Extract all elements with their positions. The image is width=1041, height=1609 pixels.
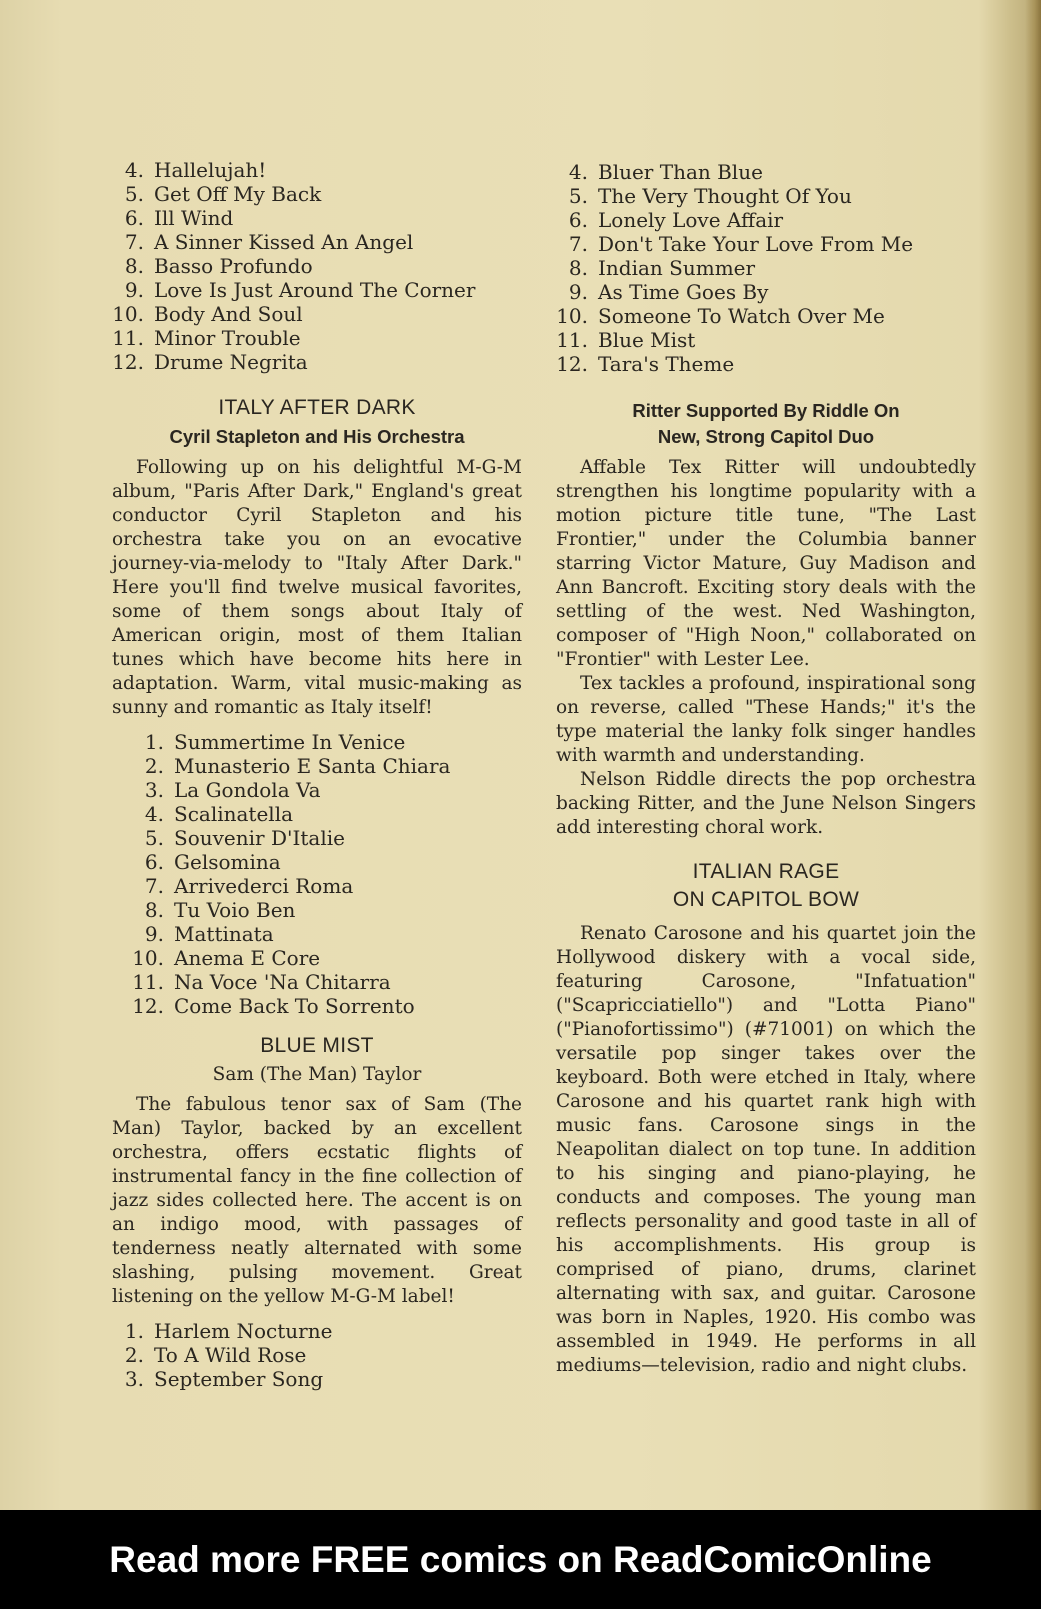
track-item [132, 922, 522, 946]
track-item [112, 158, 522, 182]
track-item [556, 280, 976, 304]
track-item [112, 350, 522, 374]
track-item [132, 826, 522, 850]
blue-mist-byline: Sam (The Man) Taylor [212, 1064, 422, 1085]
track-item [132, 802, 522, 826]
track-title: Minor Trouble [154, 326, 301, 350]
track-number: 4. [568, 160, 588, 184]
track-title: Harlem Nocturne [154, 1319, 333, 1343]
track-item [132, 946, 522, 970]
track-title: To A Wild Rose [154, 1343, 307, 1367]
ritter-paragraph-2: Tex tackles a profound, inspirational song on reverse, called "These Hands;" it's the type material the lanky folk singer handles with warmth and understanding. [556, 673, 976, 766]
track-number: 9. [568, 280, 588, 304]
track-item [556, 352, 976, 376]
track-item [112, 230, 522, 254]
track-item [556, 328, 976, 352]
track-number: 5. [124, 182, 144, 206]
ritter-paragraph-1: Affable Tex Ritter will undoubtedly strengthen his longtime popularity with a motion picture title tune, "The Last Frontier," under the Columbia banner starring Victor Mature, Guy Madison and Ann Bancroft. Exciting story deals with the settling of the west. Ned Washington, composer of "High Noon," collaborated on "Frontier" with Lester Lee. [556, 457, 976, 670]
track-number: 7. [568, 232, 588, 256]
track-title: Basso Profundo [154, 254, 313, 278]
track-title: Blue Mist [598, 328, 696, 352]
track-number: 1. [124, 1319, 144, 1343]
track-item [132, 778, 522, 802]
track-item [112, 1343, 522, 1367]
track-title: Body And Soul [154, 302, 303, 326]
track-number: 6. [568, 208, 588, 232]
right-column [556, 160, 976, 1378]
track-number: 11. [112, 326, 144, 350]
track-title: Bluer Than Blue [598, 160, 763, 184]
track-number: 4. [144, 802, 164, 826]
track-number: 8. [124, 254, 144, 278]
track-number: 7. [124, 230, 144, 254]
track-number: 7. [144, 874, 164, 898]
track-title: Tu Voio Ben [174, 898, 296, 922]
track-item [112, 302, 522, 326]
blue-mist-title: BLUE MIST [260, 1034, 374, 1057]
blue-mist-tracklist [112, 1319, 522, 1391]
track-number: 10. [112, 302, 144, 326]
track-item [112, 254, 522, 278]
ritter-article [556, 456, 976, 840]
italian-rage-headline-line-1: ITALIAN RAGE [692, 860, 840, 883]
track-title: Love Is Just Around The Corner [154, 278, 476, 302]
track-number: 6. [124, 206, 144, 230]
italy-after-dark-byline: Cyril Stapleton and His Orchestra [169, 426, 465, 447]
track-title: A Sinner Kissed An Angel [154, 230, 414, 254]
track-title: Hallelujah! [154, 158, 267, 182]
track-item [112, 206, 522, 230]
track-item [112, 1319, 522, 1343]
track-number: 5. [568, 184, 588, 208]
track-item [112, 326, 522, 350]
track-number: 9. [144, 922, 164, 946]
ritter-headline-line-2: New, Strong Capitol Duo [657, 426, 875, 447]
ritter-paragraph-3: Nelson Riddle directs the pop orchestra backing Ritter, and the June Nelson Singers add interesting choral work. [556, 769, 976, 838]
track-item [112, 1367, 522, 1391]
track-title: Come Back To Sorrento [174, 994, 415, 1018]
track-number: 12. [112, 350, 144, 374]
read-more-banner[interactable] [0, 1510, 1041, 1609]
track-number: 8. [144, 898, 164, 922]
track-number: 12. [132, 994, 164, 1018]
track-title: Ill Wind [154, 206, 234, 230]
track-item [132, 874, 522, 898]
track-item [556, 208, 976, 232]
track-title: Tara's Theme [598, 352, 735, 376]
italian-rage-article: Renato Carosone and his quartet join the Hollywood diskery with a vocal side, featuring Carosone, "Infatuation" ("Scapricciatiello") and "Lotta Piano" ("Pianofortissimo") (#71001) on which the versatile pop singer takes over the keyboard. Both were etched in Italy, where Carosone and his quartet rank high with music fans. Carosone sings in the Neapolitan dialect on top tune. In addition to his singing and piano-playing, he conducts and composes. The young man reflects personality and good taste in all of his accomplishments. His group is comprised of piano, drums, clarinet alternating with sax, and guitar. Carosone was born in Naples, 1920. His combo was assembled in 1949. He performs in all mediums—television, radio and night clubs. [556, 923, 976, 1376]
track-item [556, 232, 976, 256]
track-title: Summertime In Venice [174, 730, 406, 754]
track-title: Someone To Watch Over Me [598, 304, 885, 328]
track-item [112, 182, 522, 206]
italy-after-dark-description: Following up on his delightful M-G-M album, "Paris After Dark," England's great conductor Cyril Stapleton and his orchestra take you on an evocative journey-via-melody to "Italy After Dark." Here you'll find twelve musical favorites, some of them songs about Italy of American origin, most of them Italian tunes which have become hits here in adaptation. Warm, vital music-making as sunny and romantic as Italy itself! [112, 457, 522, 718]
track-title: La Gondola Va [174, 778, 321, 802]
track-item [112, 278, 522, 302]
track-title: Don't Take Your Love From Me [598, 232, 914, 256]
track-number: 10. [132, 946, 164, 970]
track-title: September Song [154, 1367, 324, 1391]
track-list-continued-left [112, 158, 522, 374]
track-item [132, 850, 522, 874]
track-title: The Very Thought Of You [598, 184, 852, 208]
track-number: 2. [124, 1343, 144, 1367]
track-number: 3. [144, 778, 164, 802]
track-number: 1. [144, 730, 164, 754]
track-title: Gelsomina [174, 850, 281, 874]
left-column [112, 158, 522, 1391]
track-item [132, 730, 522, 754]
ritter-headline-line-1: Ritter Supported By Riddle On [632, 400, 900, 421]
track-item [556, 256, 976, 280]
track-title: Drume Negrita [154, 350, 308, 374]
track-title: Indian Summer [598, 256, 756, 280]
track-number: 8. [568, 256, 588, 280]
italy-after-dark-title: ITALY AFTER DARK [218, 396, 416, 419]
track-title: Scalinatella [174, 802, 294, 826]
blue-mist-description: The fabulous tenor sax of Sam (The Man) Taylor, backed by an excellent orchestra, offers ecstatic flights of instrumental fancy in the fine collection of jazz sides collected here. The accent is on an indigo mood, with passages of tenderness neatly alternated with some slashing, pulsing movement. Great listening on the yellow M-G-M label! [112, 1094, 522, 1307]
italian-rage-headline-line-2: ON CAPITOL BOW [672, 888, 860, 911]
track-number: 4. [124, 158, 144, 182]
track-number: 5. [144, 826, 164, 850]
track-title: Souvenir D'Italie [174, 826, 345, 850]
track-number: 3. [124, 1367, 144, 1391]
track-item [132, 994, 522, 1018]
track-title: Munasterio E Santa Chiara [174, 754, 451, 778]
track-title: Arrivederci Roma [174, 874, 354, 898]
page-edge-shadow [1025, 0, 1041, 1510]
track-title: Lonely Love Affair [598, 208, 784, 232]
track-title: Na Voce 'Na Chitarra [174, 970, 391, 994]
track-number: 9. [124, 278, 144, 302]
track-number: 11. [132, 970, 164, 994]
track-title: Anema E Core [174, 946, 321, 970]
banner-text: Read more FREE comics on ReadComicOnline [109, 1538, 932, 1580]
italy-after-dark-tracklist [112, 730, 522, 1018]
track-item [132, 970, 522, 994]
track-title: Get Off My Back [154, 182, 322, 206]
track-number: 10. [556, 304, 588, 328]
track-title: As Time Goes By [598, 280, 769, 304]
track-number: 6. [144, 850, 164, 874]
track-item [556, 160, 976, 184]
track-item [132, 754, 522, 778]
track-title: Mattinata [174, 922, 274, 946]
track-item [556, 184, 976, 208]
track-item [556, 304, 976, 328]
track-number: 11. [556, 328, 588, 352]
track-number: 12. [556, 352, 588, 376]
track-number: 2. [144, 754, 164, 778]
track-list-continued-right [556, 160, 976, 376]
track-item [132, 898, 522, 922]
